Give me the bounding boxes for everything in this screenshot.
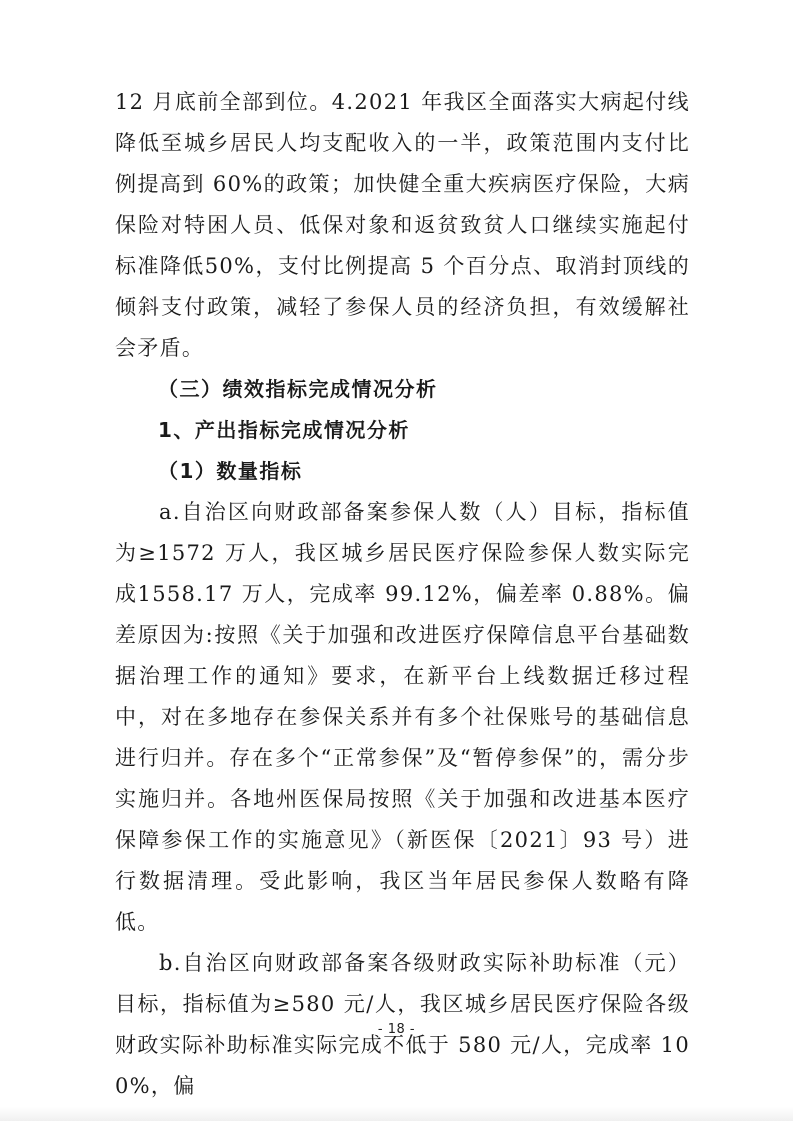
- subsection-heading: 1、产出指标完成情况分析: [158, 418, 410, 442]
- sub-subsection-heading: （1）数量指标: [158, 459, 303, 483]
- document-body: [115, 82, 690, 1107]
- paragraph-b: b.自治区向财政部备案各级财政实际补助标准（元）目标，指标值为≥580 元/人，我区城乡居民医疗保险各级财政实际补助标准实际完成不低于 580 元/人，完成率 100%，偏: [115, 951, 690, 1098]
- section-heading: （三）绩效指标完成情况分析: [158, 377, 438, 401]
- paragraph-continuation: 12 月底前全部到位。4.2021 年我区全面落实大病起付线降低至城乡居民人均支配收入的一半，政策范围内支付比例提高到 60%的政策；加快健全重大疾病医疗保险，大病保险对特困人员、低保对象和返贫致贫人口继续实施起付标准降低50%，支付比例提高 5 个百分点、取消封顶线的倾斜支付政策，减轻了参保人员的经济负担，有效缓解社会矛盾。: [115, 90, 690, 360]
- paragraph-a: a.自治区向财政部备案参保人数（人）目标，指标值为≥1572 万人，我区城乡居民医疗保险参保人数实际完成1558.17 万人，完成率 99.12%，偏差率 0.88%。偏差原因为:按照《关于加强和改进医疗保障信息平台基础数据治理工作的通知》要求，在新平台上线数据迁移过程中，对在多地存在参保关系并有多个社保账号的基础信息进行归并。存在多个“正常参保”及“暂停参保”的，需分步实施归并。各地州医保局按照《关于加强和改进基本医疗保障参保工作的实施意见》（新医保〔2021〕93 号）进行数据清理。受此影响，我区当年居民参保人数略有降低。: [115, 500, 690, 934]
- scan-edge: [0, 1107, 793, 1121]
- page-number: - 18 -: [377, 1022, 416, 1037]
